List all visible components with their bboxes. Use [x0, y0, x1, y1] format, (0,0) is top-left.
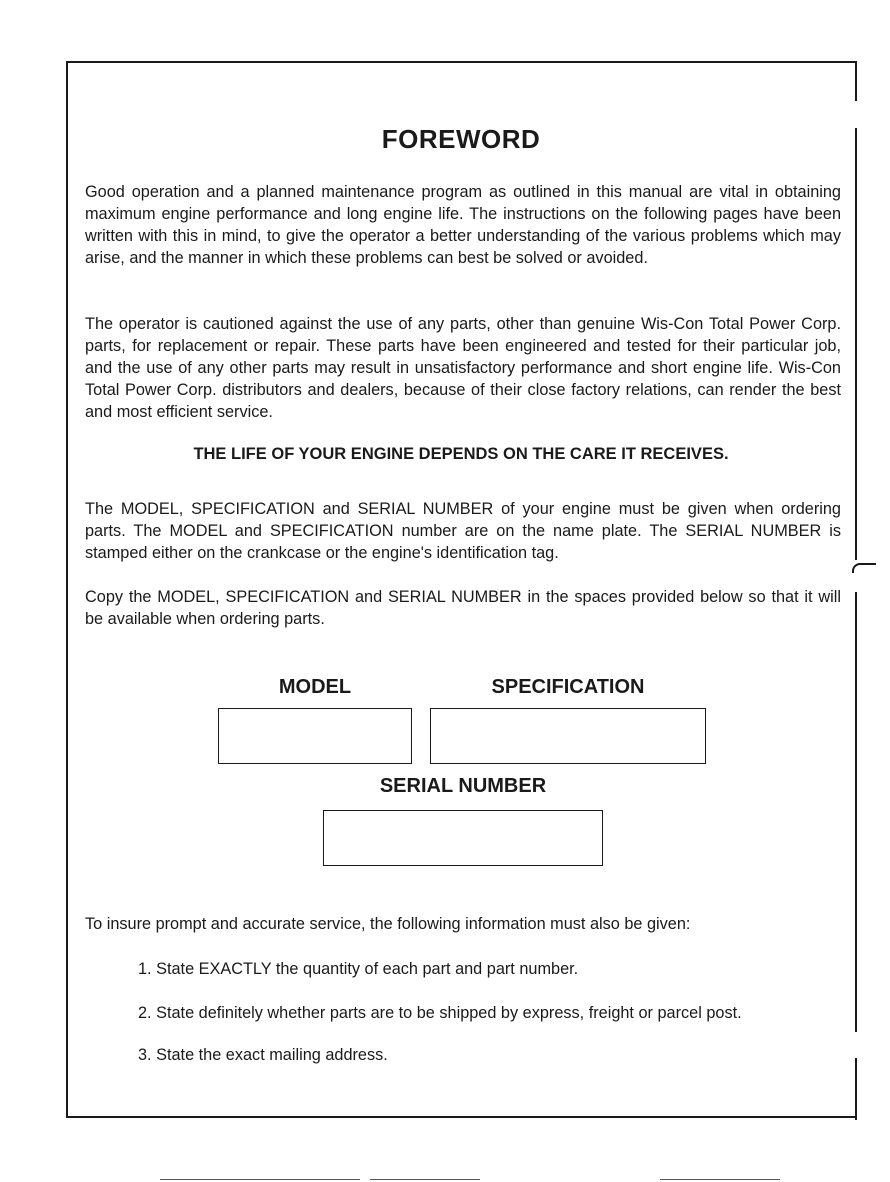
footer-rule: [660, 1179, 780, 1180]
service-intro: To insure prompt and accurate service, the following information must also be given:: [85, 915, 691, 933]
border-notch: [852, 563, 876, 573]
list-item: 2. State definitely whether parts are to be shipped by express, freight or parcel post.: [138, 1004, 742, 1022]
page-border-right-segment: [855, 61, 857, 101]
page-title: FOREWORD: [381, 124, 541, 154]
emphasis-statement: THE LIFE OF YOUR ENGINE DEPENDS ON THE CARE IT RECEIVES.: [193, 445, 729, 463]
intro-paragraph: Good operation and a planned maintenance program as outlined in this manual are vital in obtaining maximum engine performance and long engine life. The instructions on the following pages have been written with this in mind, to give the operator a better understanding of the various problems which may arise, and the manner in which these problems can best be solved or avoided.: [85, 183, 841, 267]
caution-paragraph: The operator is cautioned against the use of any parts, other than genuine Wis-Con Total Power Corp. parts, for replacement or repair. These parts have been engineered and tested for their particular job, and the use of any other parts may result in unsatisfactory performance and short engine life. Wis-Con Total Power Corp. distributors and dealers, because of their close factory relations, can render the best and most efficient service.: [85, 315, 841, 421]
footer-rule: [370, 1179, 480, 1180]
copy-instruction-paragraph: Copy the MODEL, SPECIFICATION and SERIAL NUMBER in the spaces provided below so that it will be available when ordering parts.: [85, 588, 841, 628]
serial-number-label: SERIAL NUMBER: [379, 775, 547, 797]
specification-field[interactable]: [430, 708, 706, 764]
serial-number-field[interactable]: [323, 810, 603, 866]
list-item: 3. State the exact mailing address.: [138, 1046, 388, 1064]
list-item: 1. State EXACTLY the quantity of each part and part number.: [138, 960, 579, 978]
model-label: MODEL: [278, 676, 352, 698]
page-border-right-segment: [855, 592, 857, 1032]
page-border-right-segment: [855, 1058, 857, 1120]
footer-rule: [160, 1179, 360, 1180]
page-border-right-segment: [855, 128, 857, 560]
ordering-paragraph: The MODEL, SPECIFICATION and SERIAL NUMBER of your engine must be given when ordering parts. The MODEL and SPECIFICATION number are on the name plate. The SERIAL NUMBER is stamped either on the crankcase or the engine's identification tag.: [85, 500, 841, 562]
specification-label: SPECIFICATION: [491, 676, 645, 698]
model-field[interactable]: [218, 708, 412, 764]
